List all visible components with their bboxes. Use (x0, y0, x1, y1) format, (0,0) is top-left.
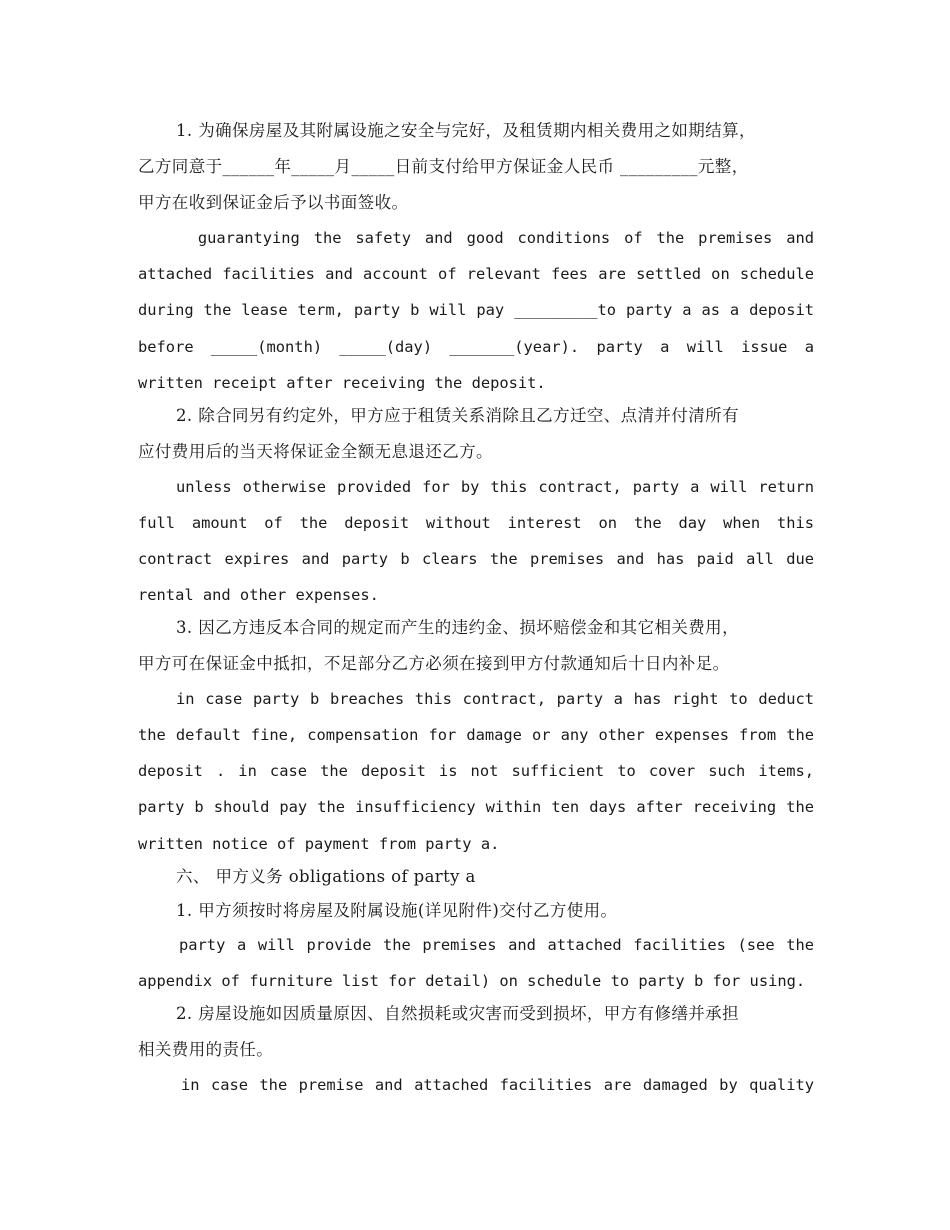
clause-1-en-line-5: written receipt after receiving the deposit. (138, 374, 546, 392)
clause-1-cn-line-2: 乙方同意于______年_____月_____日前支付给甲方保证金人民币 _________元整， (138, 157, 749, 176)
clause-2-en-line-2: full amount of the deposit without interest on the day when this (138, 514, 814, 532)
clause-3-en-line-3: deposit . in case the deposit is not sufficient to cover such items, (138, 762, 814, 780)
clause-1-cn-line-1: 1. 为确保房屋及其附属设施之安全与完好，及租赁期内相关费用之如期结算， (176, 121, 756, 140)
clause-3-cn-line-1: 3. 因乙方违反本合同的规定而产生的违约金、损坏赔偿金和其它相关费用， (176, 618, 739, 637)
clause-1-cn-line-3: 甲方在收到保证金后予以书面签收。 (138, 193, 409, 212)
clause-2-cn-line-2: 应付费用后的当天将保证金全额无息退还乙方。 (138, 442, 493, 461)
obligation-1-en-line-1: party a will provide the premises and attached facilities (see the (179, 936, 814, 954)
clause-1-en-line-1: guarantying the safety and good conditions of the premises and (184, 229, 814, 247)
obligation-2-cn-line-1: 2. 房屋设施如因质量原因、自然损耗或灾害而受到损坏，甲方有修缮并承担 (176, 1004, 739, 1023)
obligation-1-en-line-2: appendix of furniture list for detail) on schedule to party b for using. (138, 972, 806, 990)
clause-2-en-line-3: contract expires and party b clears the premises and has paid all due (138, 550, 814, 568)
clause-3-en-line-5: written notice of payment from party a. (138, 835, 500, 853)
obligation-2-en-line-1: in case the premise and attached facilities are damaged by quality (181, 1076, 814, 1094)
clause-2-en-line-4: rental and other expenses. (138, 586, 379, 604)
clause-3-en-line-2: the default fine, compensation for damage or any other expenses from the (138, 726, 814, 744)
clause-1-en-line-2: attached facilities and account of relevant fees are settled on schedule (138, 265, 814, 283)
obligation-1-cn-line-1: 1. 甲方须按时将房屋及附属设施(详见附件)交付乙方使用。 (176, 901, 618, 920)
clause-1-en-line-3: during the lease term, party b will pay _________to party a as a deposit (138, 301, 814, 319)
clause-2-en-line-1: unless otherwise provided for by this contract, party a will return (176, 478, 814, 496)
clause-3-cn-line-2: 甲方可在保证金中抵扣，不足部分乙方必须在接到甲方付款通知后十日内补足。 (138, 654, 730, 673)
clause-1-en-line-4: before _____(month) _____(day) _______(year). party a will issue a (138, 338, 814, 356)
obligation-2-cn-line-2: 相关费用的责任。 (138, 1040, 274, 1059)
clause-3-en-line-4: party b should pay the insufficiency within ten days after receiving the (138, 798, 814, 816)
clause-2-cn-line-1: 2. 除合同另有约定外，甲方应于租赁关系消除且乙方迁空、点清并付清所有 (176, 406, 739, 425)
section-6-heading: 六、 甲方义务 obligations of party a (176, 867, 476, 886)
clause-3-en-line-1: in case party b breaches this contract, party a has right to deduct (176, 690, 814, 708)
